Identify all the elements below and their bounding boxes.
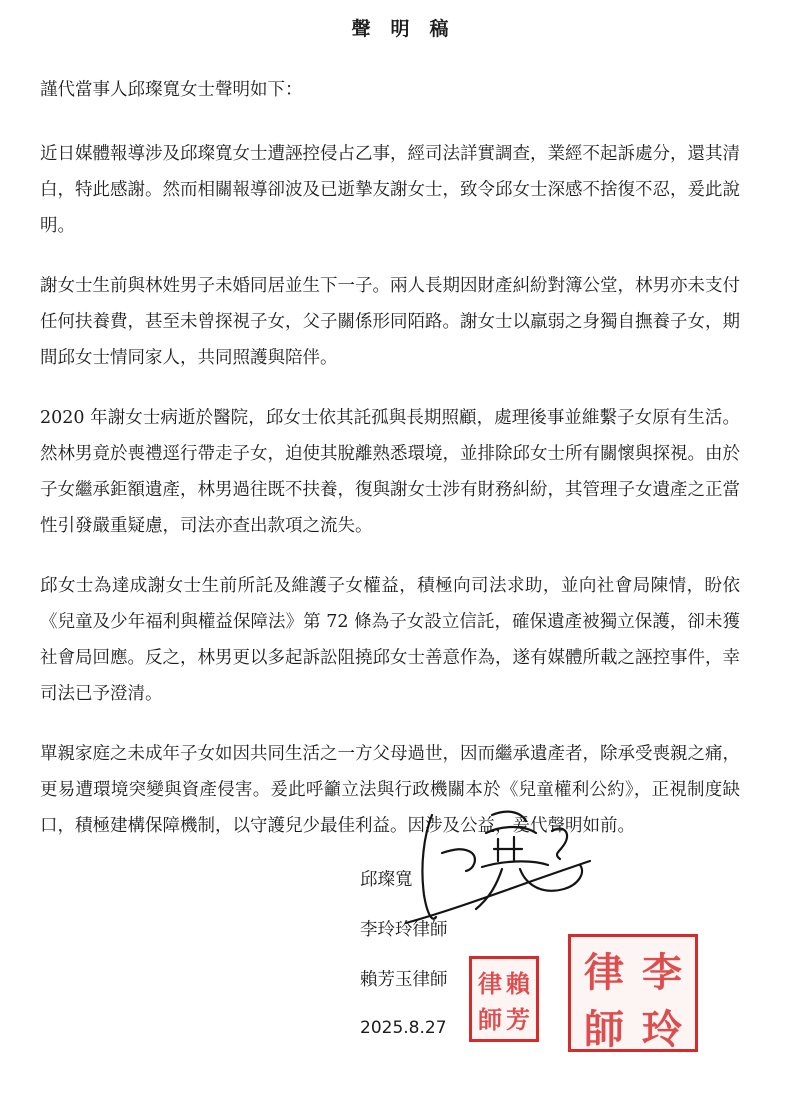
paragraph-2: 謝女士生前與林姓男子未婚同居並生下一子。兩人長期因財產糾紛對簿公堂，林男亦未支付任何扶養費，甚至未曾探視子女，父子關係形同陌路。謝女士以羸弱之身獨自撫養子女，期間邱女士情同家人，共同照護與陪伴。: [40, 276, 740, 368]
intro-paragraph: 謹代當事人邱璨寬女士聲明如下：: [40, 80, 303, 100]
seal-char: 芳: [506, 1004, 530, 1034]
lawyer-name-1: 李玲玲律師: [360, 920, 448, 940]
paragraph-1: 近日媒體報導涉及邱璨寬女士遭誣控侵占乙事，經司法詳實調查，業經不起訴處分，還其清白，特此感謝。然而相關報導卻波及已逝摯友謝女士，致令邱女士深感不捨復不忍，爰此說明。: [40, 144, 740, 236]
seal-char: 賴: [506, 968, 530, 998]
lawyer-seal-large: [568, 934, 698, 1052]
document-title: 聲明稿: [351, 18, 469, 40]
lawyer-name-2: 賴芳玉律師: [360, 970, 448, 990]
seal-char: 律: [584, 949, 624, 996]
lawyer-seal-small: [469, 956, 539, 1042]
seal-char: 律: [478, 968, 502, 998]
paragraph-5: 單親家庭之未成年子女如因共同生活之一方父母過世，因而繼承遺產者，除承受喪親之痛，更易遭環境突變與資產侵害。爰此呼籲立法與行政機關本於《兒童權利公約》，正視制度缺口，積極建構保障機制，以守護兒少最佳利益。因涉及公益，爰代聲明如前。: [40, 744, 740, 836]
statement-date: 2025.8.27: [360, 1018, 447, 1038]
seal-char: 玲: [642, 1006, 682, 1053]
client-name: 邱璨寬: [360, 870, 413, 890]
seal-char: 李: [642, 949, 682, 996]
paragraph-3: 2020 年謝女士病逝於醫院，邱女士依其託孤與長期照顧，處理後事並維繫子女原有生活。然林男竟於喪禮逕行帶走子女，迫使其脫離熟悉環境，並排除邱女士所有關懷與探視。由於子女繼承鉅額遺產，林男過往既不扶養，復與謝女士涉有財務糾紛，其管理子女遺產之正當性引發嚴重疑慮，司法亦查出款項之流失。: [40, 408, 740, 536]
seal-char: 師: [584, 1006, 624, 1053]
paragraph-4: 邱女士為達成謝女士生前所託及維護子女權益，積極向司法求助，並向社會局陳情，盼依《兒童及少年福利與權益保障法》第 72 條為子女設立信託，確保遺產被獨立保護，卻未獲社會局回應。反之，林男更以多起訴訟阻撓邱女士善意作為，遂有媒體所載之誣控事件，幸司法已予澄清。: [40, 576, 740, 704]
statement-body: [40, 72, 740, 868]
seal-char: 師: [478, 1004, 502, 1034]
